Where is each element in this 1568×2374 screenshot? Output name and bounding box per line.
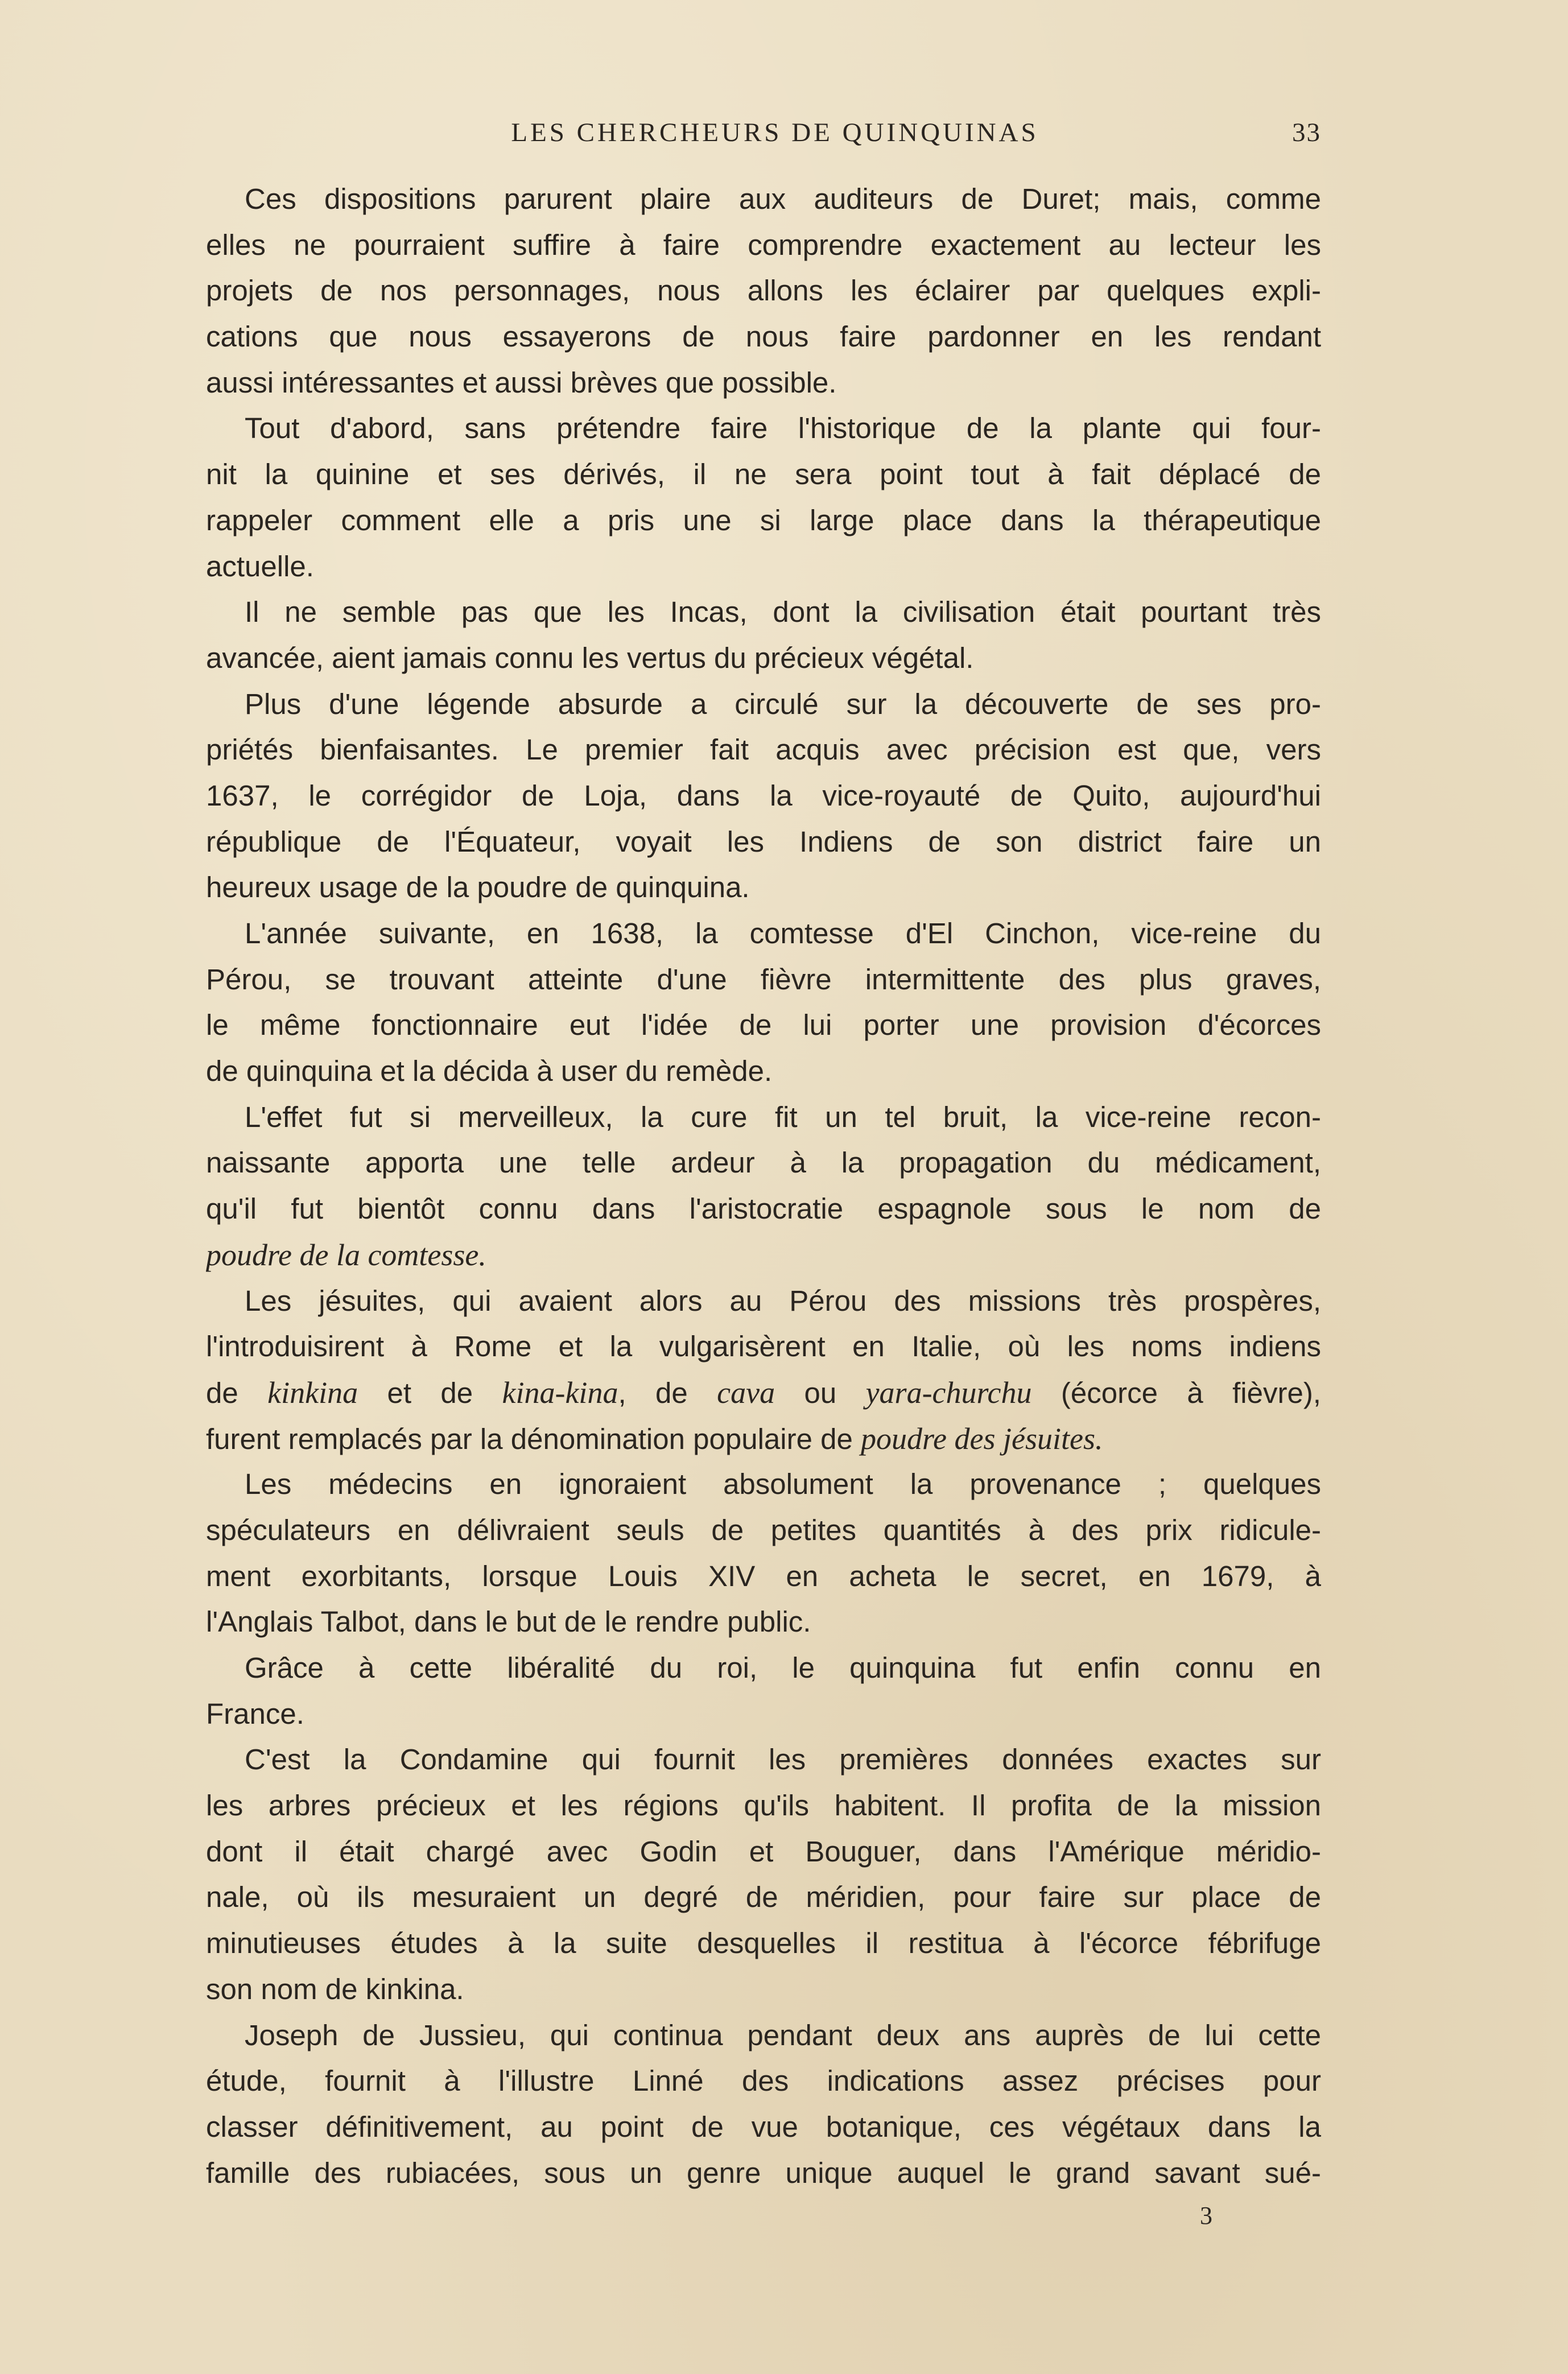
text-line: Grâce à cette libéralité du roi, le quinquina fut enfin connu en [245,1652,1321,1684]
text-line: famille des rubiacées, sous un genre unique auquel le grand savant sué- [206,2156,1321,2189]
text-line: Les jésuites, qui avaient alors au Pérou des missions très prospères, [245,1284,1321,1317]
text-line: avancée, aient jamais connu les vertus du précieux végétal. [206,641,974,674]
text-line: qu'il fut bientôt connu dans l'aristocratie espagnole sous le nom de [206,1192,1321,1225]
text-line: étude, fournit à l'illustre Linné des indications assez précises pour [206,2065,1321,2098]
text-line: de quinquina et la décida à user du remède. [206,1055,773,1088]
text-line: classer définitivement, au point de vue botanique, ces végétaux dans la [206,2110,1321,2143]
text-line: Plus d'une légende absurde a circulé sur la découverte de ses pro- [245,687,1321,720]
text-line: dont il était chargé avec Godin et Bouguer, dans l'Amérique méridio- [206,1835,1321,1868]
text-line: C'est la Condamine qui fournit les premières données exactes sur [245,1743,1321,1776]
text-line: L'effet fut si merveilleux, la cure fit un tel bruit, la vice-reine recon- [245,1100,1321,1133]
text-line: Il ne semble pas que les Incas, dont la civilisation était pourtant très [245,596,1321,629]
text-line: le même fonctionnaire eut l'idée de lui porter une provision d'écorces [206,1009,1321,1042]
text-line: priétés bienfaisantes. Le premier fait acquis avec précision est que, vers [206,733,1321,766]
text-line: aussi intéressantes et aussi brèves que possible. [206,366,837,399]
text-line: minutieuses études à la suite desquelles il restitua à l'écorce fébrifuge [206,1927,1321,1960]
text-line: heureux usage de la poudre de quinquina. [206,871,750,904]
page-number: 33 [1292,118,1321,147]
text-line: France. [206,1697,304,1730]
text-line: 1637, le corrégidor de Loja, dans la vice-royauté de Quito, aujourd'hui [206,779,1321,812]
text-line: elles ne pourraient suffire à faire comprendre exactement au lecteur les [206,228,1321,261]
text-line-italic: poudre de la comtesse. [206,1237,486,1272]
text-line: son nom de kinkina. [206,1972,464,2005]
text-line: spéculateurs en délivraient seuls de petites quantités à des prix ridicule- [206,1513,1321,1546]
running-head [206,113,1344,152]
text-line: L'année suivante, en 1638, la comtesse d'El Cinchon, vice-reine du [245,917,1321,949]
signature-mark: 3 [1200,2202,1212,2230]
text-line: naissante apporta une telle ardeur à la propagation du médicament, [206,1146,1321,1179]
text-line: Ces dispositions parurent plaire aux auditeurs de Duret; mais, comme [245,183,1321,215]
text-line: l'Anglais Talbot, dans le but de le rendre public. [206,1605,811,1638]
text-line: république de l'Équateur, voyait les Indiens de son district faire un [206,825,1321,858]
text-line: l'introduisirent à Rome et la vulgarisèrent en Italie, où les noms indiens [206,1330,1321,1363]
text-line: Pérou, se trouvant atteinte d'une fièvre intermittente des plus graves, [206,963,1321,996]
text-line: ment exorbitants, lorsque Louis XIV en acheta le secret, en 1679, à [206,1559,1321,1592]
text-line-with-italics: de kinkina et de kina-kina, de cava ou yara-churchu (écorce à fièvre), [206,1375,1321,1410]
text-line: projets de nos personnages, nous allons les éclairer par quelques expli- [206,274,1321,307]
text-line: les arbres précieux et les régions qu'ils habitent. Il profita de la mission [206,1789,1321,1822]
text-line: cations que nous essayerons de nous faire pardonner en les rendant [206,320,1321,353]
text-line: rappeler comment elle a pris une si large place dans la thérapeutique [206,503,1321,536]
text-line: actuelle. [206,550,314,583]
text-line: nit la quinine et ses dérivés, il ne sera point tout à fait déplacé de [206,458,1321,491]
text-line: nale, où ils mesuraient un degré de méridien, pour faire sur place de [206,1881,1321,1914]
running-title: LES CHERCHEURS DE QUINQUINAS [511,118,1039,147]
text-line: Les médecins en ignoraient absolument la provenance ; quelques [245,1468,1321,1501]
text-line: Tout d'abord, sans prétendre faire l'historique de la plante qui four- [245,412,1321,445]
text-line-with-italics: furent remplacés par la dénomination populaire de poudre des jésuites. [206,1421,1103,1456]
text-line: Joseph de Jussieu, qui continua pendant deux ans auprès de lui cette [245,2018,1321,2051]
body-text [206,176,1321,2196]
